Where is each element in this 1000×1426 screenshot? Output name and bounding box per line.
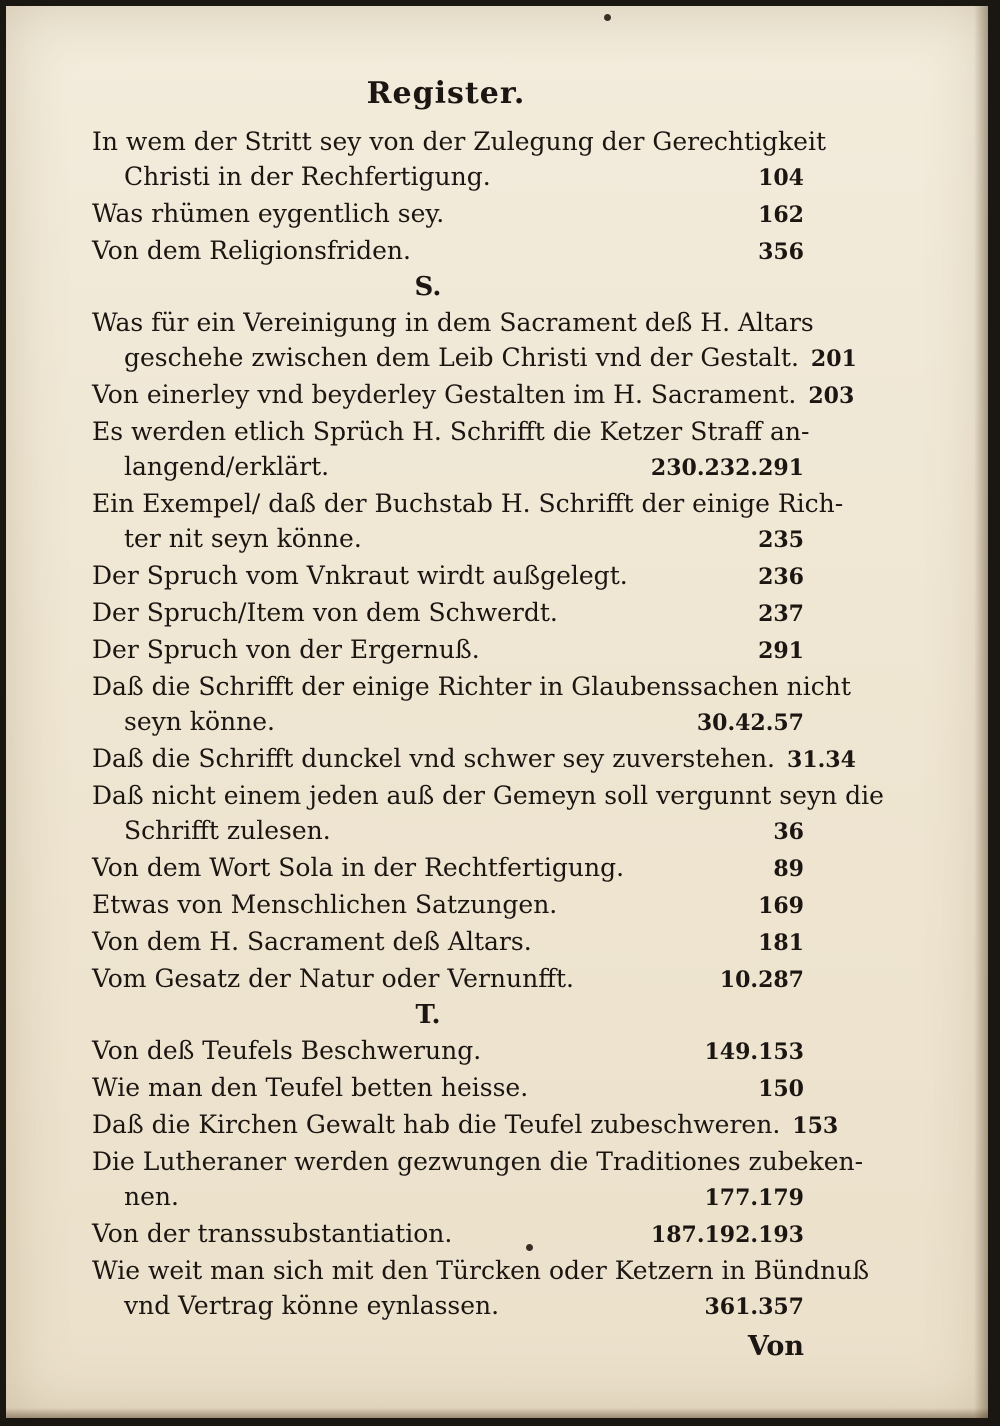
register-line (92, 340, 857, 377)
register-line (92, 449, 804, 486)
page-reference: 356 (758, 239, 804, 265)
register-line (92, 377, 855, 414)
entry-text: geschehe zwischen dem Leib Christi vnd der Gestalt. (124, 343, 799, 372)
ink-spot (604, 14, 611, 21)
register-line (92, 669, 851, 704)
register-line (92, 558, 804, 595)
register-line (92, 124, 826, 159)
entry-text: Was für ein Vereinigung in dem Sacrament deß H. Altars (92, 308, 814, 337)
entry-text: Von deß Teufels Beschwerung. (92, 1036, 482, 1065)
page-reference: 162 (758, 202, 804, 228)
entry-text: Christi in der Rechfertigung. (124, 162, 491, 191)
entry-text: Daß die Schrifft der einige Richter in Glaubenssachen nicht (92, 672, 851, 701)
register-line (92, 704, 804, 741)
register-line (92, 632, 804, 669)
entry-text: ter nit seyn könne. (124, 524, 362, 553)
register-line (92, 486, 844, 521)
entry-text: Von dem Wort Sola in der Rechtfertigung. (92, 853, 625, 882)
register-line (92, 850, 804, 887)
entry-text: seyn könne. (124, 707, 275, 736)
entry-text: Der Spruch vom Vnkraut wirdt außgelegt. (92, 561, 628, 590)
page-reference: 203 (808, 383, 855, 409)
page-reference: 30.42.57 (696, 710, 804, 736)
register-line (92, 159, 804, 196)
entry-text: Schrifft zulesen. (124, 816, 331, 845)
register-line (92, 196, 804, 233)
page-reference: 177.179 (704, 1185, 804, 1211)
entry-text: Wie weit man sich mit den Türcken oder Ketzern in Bündnuß (92, 1256, 870, 1285)
page-reference: 89 (773, 856, 804, 882)
register-line (92, 1144, 864, 1179)
page-reference: 201 (810, 346, 857, 372)
page-reference: 169 (758, 893, 804, 919)
register-line (92, 887, 804, 924)
register-line (92, 414, 810, 449)
entry-text: Wie man den Teufel betten heisse. (92, 1073, 529, 1102)
page-reference: 187.192.193 (650, 1222, 804, 1248)
page-edge-shadow-bottom (6, 1408, 988, 1418)
entry-text: Vom Gesatz der Natur oder Vernunfft. (92, 964, 574, 993)
page-reference: 236 (758, 564, 804, 590)
entry-text: Von der transsubstantiation. (92, 1219, 453, 1248)
entry-text: Daß die Kirchen Gewalt hab die Teufel zubeschweren. (92, 1110, 781, 1139)
page-reference: 237 (758, 601, 804, 627)
page-reference: 149.153 (704, 1039, 804, 1065)
register-line (92, 778, 884, 813)
register-line (92, 813, 804, 850)
entry-text: nen. (124, 1182, 179, 1211)
register-line (92, 1253, 870, 1288)
register-line (92, 1179, 804, 1216)
page-reference: 230.232.291 (650, 455, 804, 481)
page-reference: 104 (758, 165, 804, 191)
entry-text: Was rhümen eygentlich sey. (92, 199, 445, 228)
register-line (92, 233, 804, 270)
register-line (92, 924, 804, 961)
entry-text: vnd Vertrag könne eynlassen. (124, 1291, 500, 1320)
register-line (92, 305, 814, 340)
register-line (92, 961, 804, 998)
entry-text: Daß nicht einem jeden auß der Gemeyn soll vergunnt seyn die (92, 781, 884, 810)
book-page (6, 6, 988, 1418)
page-reference: 181 (758, 930, 804, 956)
entry-text: Daß die Schrifft dunckel vnd schwer sey zuverstehen. (92, 744, 776, 773)
entry-text: Von dem H. Sacrament deß Altars. (92, 927, 532, 956)
section-letter: T. (415, 1000, 441, 1030)
entry-text: Von dem Religionsfriden. (92, 236, 411, 265)
section-letter: S. (414, 272, 442, 302)
page-reference: 150 (758, 1076, 804, 1102)
register-line (92, 521, 804, 558)
page-reference: 235 (758, 527, 804, 553)
register-line (92, 1288, 804, 1325)
page-reference: 10.287 (719, 967, 804, 993)
page-reference: 361.357 (704, 1294, 804, 1320)
entry-text: langend/erklärt. (124, 452, 330, 481)
entry-text: Etwas von Menschlichen Satzungen. (92, 890, 558, 919)
page-reference: 153 (792, 1113, 839, 1139)
register-line (92, 1070, 804, 1107)
register-line (92, 1107, 839, 1144)
page-reference: 31.34 (787, 747, 856, 773)
page-reference: 36 (773, 819, 804, 845)
register-line (92, 741, 856, 778)
entry-text: In wem der Stritt sey von der Zulegung der Gerechtigkeit (92, 127, 826, 156)
entry-text: Von einerley vnd beyderley Gestalten im H. Sacrament. (92, 380, 797, 409)
page-edge-shadow (974, 6, 988, 1418)
entry-text: Die Lutheraner werden gezwungen die Traditiones zubeken- (92, 1147, 864, 1176)
entry-text: Der Spruch/Item von dem Schwerdt. (92, 598, 558, 627)
register-line (92, 1033, 804, 1070)
register-line (92, 595, 804, 632)
ink-spot (526, 1244, 533, 1251)
entry-text: Der Spruch von der Ergernuß. (92, 635, 480, 664)
page-header: Register. (366, 76, 526, 111)
entry-text: Ein Exempel/ daß der Buchstab H. Schrifft der einige Rich- (92, 489, 844, 518)
register-line (92, 1216, 804, 1253)
page-reference: 291 (758, 638, 804, 664)
entry-text: Es werden etlich Sprüch H. Schrifft die Ketzer Straff an- (92, 417, 810, 446)
register-entries (92, 124, 884, 1364)
catchword: Von (747, 1331, 804, 1362)
